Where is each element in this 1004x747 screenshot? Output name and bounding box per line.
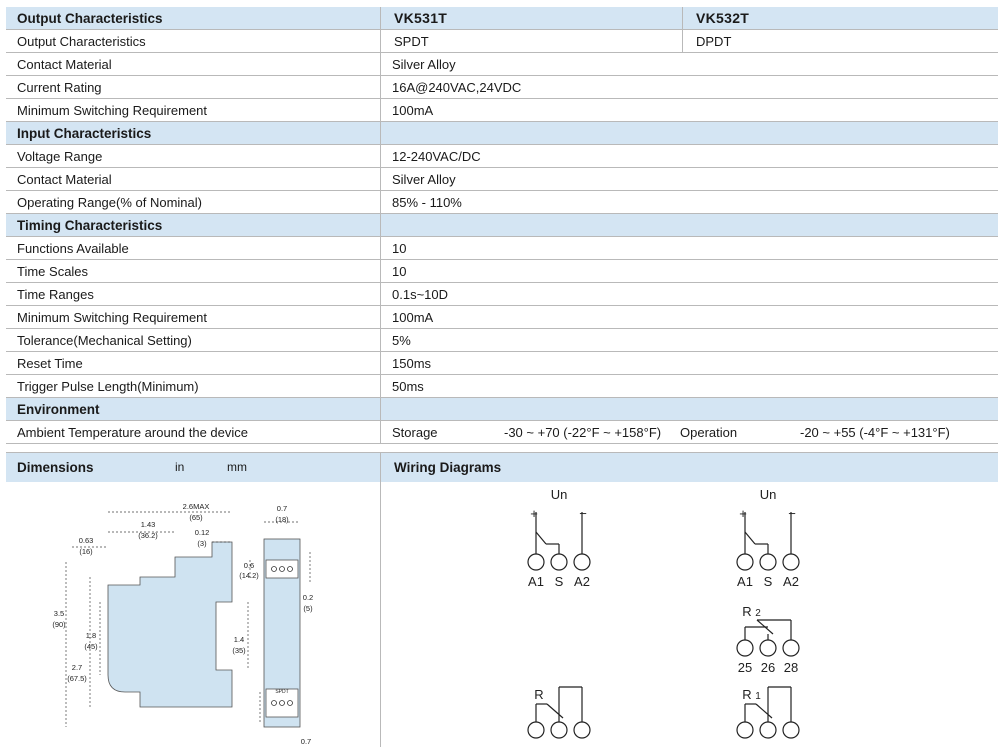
- row-value: 16A@240VAC,24VDC: [381, 76, 999, 99]
- table-row: [6, 145, 998, 168]
- dim-front-height: 1.8: [85, 631, 97, 640]
- terminal-s: [551, 554, 567, 570]
- table-row: [6, 76, 998, 99]
- terminal-s: [760, 554, 776, 570]
- dim-step-mm: (3): [197, 539, 207, 548]
- section-title: Timing Characteristics: [6, 214, 381, 237]
- table-row: [6, 329, 998, 352]
- row-label: Minimum Switching Requirement: [6, 99, 381, 122]
- row-value: 150ms: [381, 352, 999, 375]
- table-row: [6, 283, 998, 306]
- dim-left-offset-mm: (16): [79, 547, 93, 556]
- terminal-screw: [280, 567, 285, 572]
- spdt-tag: SPDT: [275, 689, 289, 695]
- label-a2: A2: [783, 574, 799, 589]
- row-label: Tolerance(Mechanical Setting): [6, 329, 381, 352]
- row-label: Minimum Switching Requirement: [6, 306, 381, 329]
- row-value: 5%: [381, 329, 999, 352]
- label-28: 28: [783, 660, 799, 675]
- label-a1: A1: [528, 574, 544, 589]
- label-25: 25: [737, 660, 753, 675]
- row-label: Time Scales: [6, 260, 381, 283]
- label-s: S: [554, 574, 564, 589]
- unit-in: in: [175, 460, 185, 474]
- row-label: Output Characteristics: [6, 30, 381, 53]
- dim-rail-mm: (35): [232, 646, 246, 655]
- storage-value: -30 ~ +70 (-22°F ~ +158°F): [504, 424, 662, 440]
- wiring-title: Wiring Diagrams: [394, 460, 502, 475]
- dim-total-width-mm: (65): [189, 513, 203, 522]
- dim-terminal-mm: (14.2): [239, 571, 259, 580]
- relay-terminal: [760, 722, 776, 738]
- relay2-label: R: [742, 604, 752, 619]
- dim-front-height-mm: (45): [84, 642, 98, 651]
- row-label: Voltage Range: [6, 145, 381, 168]
- relay1-subscript: 1: [755, 691, 761, 702]
- storage-label: Storage: [392, 424, 438, 440]
- terminal-28: [783, 640, 799, 656]
- minus-sign: −: [579, 506, 587, 521]
- terminal-a2: [574, 554, 590, 570]
- row-value: SPDT: [381, 30, 683, 53]
- table-row: [6, 30, 998, 53]
- row-value: Silver Alloy: [381, 53, 999, 76]
- relay-terminal: [783, 722, 799, 738]
- plus-sign: +: [530, 506, 538, 521]
- dimensions-title: Dimensions: [17, 460, 94, 475]
- row-value: 85% - 110%: [381, 191, 999, 214]
- row-value: Silver Alloy: [381, 168, 999, 191]
- model-vk531t: VK531T: [381, 7, 683, 30]
- dim-total-width: 2.6MAX: [182, 502, 210, 511]
- row-value: DPDT: [683, 30, 999, 53]
- terminal-screw: [280, 701, 285, 706]
- table-row: [6, 375, 998, 398]
- dim-terminal: 0.6: [243, 561, 255, 570]
- operation-label: Operation: [680, 424, 738, 440]
- supply-label: Un: [759, 487, 777, 502]
- relay-terminal: [574, 722, 590, 738]
- section-environment-header: [6, 398, 998, 421]
- table-row: [6, 168, 998, 191]
- dim-height-mm: (90): [52, 620, 66, 629]
- table-row: [6, 99, 998, 122]
- dim-height: 3.5: [53, 609, 65, 618]
- row-label: Time Ranges: [6, 283, 381, 306]
- row-value: 10: [381, 237, 999, 260]
- device-profile: [108, 542, 232, 707]
- label-s: S: [763, 574, 773, 589]
- relay2-subscript: 2: [755, 608, 761, 619]
- section-title: Output Characteristics: [6, 7, 381, 30]
- row-label: Reset Time: [6, 352, 381, 375]
- dim-rail: 1.4: [233, 635, 245, 644]
- terminal-25: [737, 640, 753, 656]
- terminal-a1: [528, 554, 544, 570]
- wire: [536, 532, 546, 544]
- row-label: Functions Available: [6, 237, 381, 260]
- section-title: Environment: [6, 398, 381, 421]
- terminal-screw: [272, 567, 277, 572]
- label-26: 26: [760, 660, 776, 675]
- model-vk532t: VK532T: [683, 7, 999, 30]
- relay1-label: R: [742, 687, 752, 702]
- dim-inner-height-mm: (67.5): [67, 674, 87, 683]
- dim-side-width: 0.7: [276, 504, 288, 513]
- wire: [745, 532, 755, 544]
- row-label: Ambient Temperature around the device: [6, 421, 381, 444]
- row-value: 100mA: [381, 306, 999, 329]
- row-label: Contact Material: [6, 168, 381, 191]
- terminal-screw: [288, 567, 293, 572]
- relay-terminal: [737, 722, 753, 738]
- table-row: [6, 352, 998, 375]
- relay-terminal: [551, 722, 567, 738]
- spec-table: [6, 7, 998, 444]
- supply-label: Un: [550, 487, 568, 502]
- dim-inner-height: 2.7: [71, 663, 83, 672]
- relay-terminal: [528, 722, 544, 738]
- dim-front-width: 1.43: [140, 520, 156, 529]
- table-row: [6, 260, 998, 283]
- minus-sign: −: [788, 506, 796, 521]
- label-a1: A1: [737, 574, 753, 589]
- terminal-26: [760, 640, 776, 656]
- row-value: 0.1s~10D: [381, 283, 999, 306]
- row-value: 100mA: [381, 99, 999, 122]
- section-output-header: [6, 7, 998, 30]
- row-label: Current Rating: [6, 76, 381, 99]
- terminal-screw: [288, 701, 293, 706]
- ambient-temperature-cell: [381, 421, 999, 444]
- row-label: Operating Range(% of Nominal): [6, 191, 381, 214]
- dim-left-offset: 0.63: [78, 536, 94, 545]
- section-title: Input Characteristics: [6, 122, 381, 145]
- dim-terminal-gap-mm: (5): [303, 604, 313, 613]
- table-row: [6, 237, 998, 260]
- wiring-diagrams: [381, 482, 998, 747]
- bottom-section-header: [6, 452, 998, 482]
- terminal-a2: [783, 554, 799, 570]
- table-row: [6, 53, 998, 76]
- relay-label: R: [534, 687, 544, 702]
- table-row: [6, 421, 998, 444]
- dim-side-width-mm: (18): [275, 515, 289, 524]
- plus-sign: +: [739, 506, 747, 521]
- dim-side-bottom: 0.7: [300, 737, 312, 746]
- row-value: 12-240VAC/DC: [381, 145, 999, 168]
- row-value: 50ms: [381, 375, 999, 398]
- terminal-screw: [272, 701, 277, 706]
- terminal-a1: [737, 554, 753, 570]
- dim-step: 0.12: [194, 528, 210, 537]
- wire: [547, 704, 563, 718]
- dim-terminal-gap: 0.2: [302, 593, 314, 602]
- section-timing-header: [6, 214, 998, 237]
- row-label: Trigger Pulse Length(Minimum): [6, 375, 381, 398]
- table-row: [6, 306, 998, 329]
- label-a2: A2: [574, 574, 590, 589]
- row-label: Contact Material: [6, 53, 381, 76]
- unit-mm: mm: [227, 460, 247, 474]
- operation-value: -20 ~ +55 (-4°F ~ +131°F): [800, 424, 950, 440]
- row-value: 10: [381, 260, 999, 283]
- wire: [756, 704, 772, 718]
- dimensions-drawing: [0, 482, 380, 747]
- section-input-header: [6, 122, 998, 145]
- dim-front-width-mm: (36.2): [138, 531, 158, 540]
- table-row: [6, 191, 998, 214]
